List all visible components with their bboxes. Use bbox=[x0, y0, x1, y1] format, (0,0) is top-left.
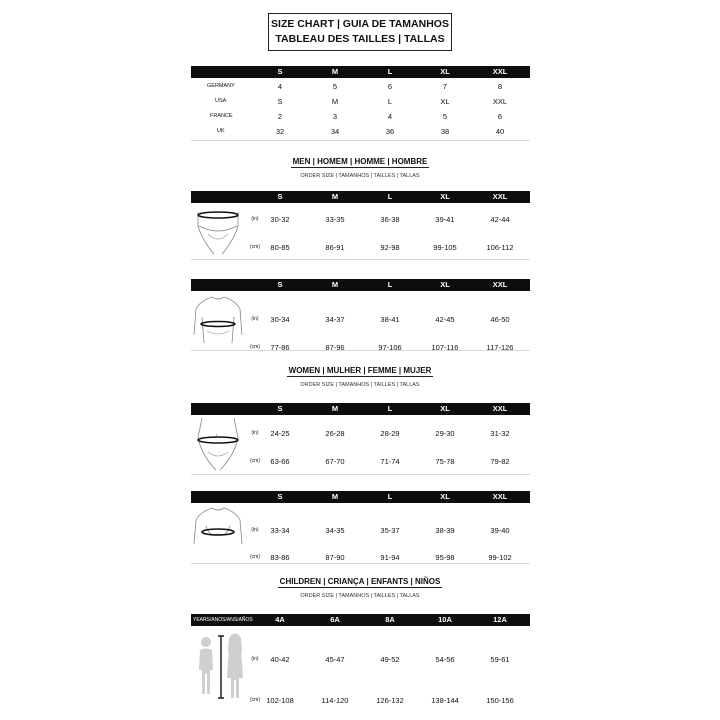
size-header: M bbox=[331, 280, 339, 289]
size-header: 6A bbox=[330, 615, 340, 624]
table-cell: 36-38 bbox=[380, 215, 400, 224]
table-cell: 34 bbox=[330, 127, 340, 136]
table-cell: 99-105 bbox=[433, 243, 457, 252]
table-cell: 5 bbox=[442, 112, 448, 121]
table-cell: 42-45 bbox=[435, 315, 455, 324]
table-cell: 6 bbox=[387, 82, 393, 91]
unit-label: (in) bbox=[251, 656, 259, 662]
size-header: 4A bbox=[275, 615, 285, 624]
table-header bbox=[191, 66, 530, 78]
country-label: FRANCE bbox=[210, 113, 233, 119]
table-cell: 126-132 bbox=[376, 696, 404, 705]
table-header bbox=[191, 191, 530, 203]
chest-measure-icon bbox=[192, 504, 244, 556]
table-cell: 46-50 bbox=[490, 315, 510, 324]
size-header: XL bbox=[440, 280, 450, 289]
size-header: XXL bbox=[492, 67, 508, 76]
divider bbox=[191, 259, 530, 260]
country-label: UK bbox=[217, 128, 225, 134]
table-row bbox=[191, 124, 530, 139]
size-header: XL bbox=[440, 67, 450, 76]
table-cell: 28-29 bbox=[380, 429, 400, 438]
women-section-title: WOMEN | MULHER | FEMME | MUJER bbox=[288, 366, 432, 375]
size-header: S bbox=[277, 404, 283, 413]
size-header: M bbox=[331, 492, 339, 501]
waist-measure-icon bbox=[192, 204, 244, 258]
size-header: S bbox=[277, 67, 283, 76]
table-row bbox=[191, 94, 530, 109]
unit-label: (cm) bbox=[250, 344, 260, 350]
men-section-title: MEN | HOMEM | HOMME | HOMBRE bbox=[292, 157, 428, 166]
divider bbox=[191, 563, 530, 564]
table-cell: 34-37 bbox=[325, 315, 345, 324]
table-cell: 91-94 bbox=[380, 553, 400, 562]
unit-label: (in) bbox=[251, 316, 259, 322]
table-row bbox=[191, 78, 530, 94]
table-cell: 87-90 bbox=[325, 553, 345, 562]
table-cell: 39-40 bbox=[490, 526, 510, 535]
table-cell: 99-102 bbox=[488, 553, 512, 562]
table-cell: 79-82 bbox=[490, 457, 510, 466]
table-cell: 138-144 bbox=[431, 696, 459, 705]
size-header: L bbox=[387, 67, 393, 76]
table-cell: 24-25 bbox=[270, 429, 290, 438]
size-header: 10A bbox=[438, 615, 452, 624]
table-cell: 42-44 bbox=[490, 215, 510, 224]
table-cell: 8 bbox=[497, 82, 503, 91]
children-height-icon bbox=[194, 630, 248, 702]
table-cell: 40 bbox=[495, 127, 505, 136]
table-header bbox=[191, 614, 530, 626]
size-header: S bbox=[277, 192, 283, 201]
order-size-note: ORDER SIZE | TAMANHOS | TAILLES | TALLAS bbox=[300, 382, 420, 388]
size-header: S bbox=[277, 492, 283, 501]
table-cell: 30-32 bbox=[270, 215, 290, 224]
size-header: XXL bbox=[492, 192, 508, 201]
size-header: XXL bbox=[492, 280, 508, 289]
size-header: XL bbox=[440, 492, 450, 501]
table-cell: M bbox=[331, 97, 339, 106]
table-cell: 106-112 bbox=[486, 243, 514, 252]
table-cell: 92-98 bbox=[380, 243, 400, 252]
size-header: XL bbox=[440, 404, 450, 413]
years-header-label: YEARS/ANOS/ANS/AÑOS bbox=[193, 617, 253, 623]
table-cell: 45-47 bbox=[325, 655, 345, 664]
table-cell: 54-56 bbox=[435, 655, 455, 664]
table-cell: L bbox=[387, 97, 393, 106]
size-header: M bbox=[331, 192, 339, 201]
table-cell: 114-120 bbox=[321, 696, 349, 705]
table-cell: 38-41 bbox=[380, 315, 400, 324]
country-label: GERMANY bbox=[207, 83, 235, 89]
unit-label: (in) bbox=[251, 430, 259, 436]
table-cell: 67-70 bbox=[325, 457, 345, 466]
table-cell: 39-41 bbox=[435, 215, 455, 224]
table-row bbox=[191, 109, 530, 124]
size-header: L bbox=[387, 280, 393, 289]
table-cell: 102-108 bbox=[266, 696, 294, 705]
table-cell: 71-74 bbox=[380, 457, 400, 466]
table-cell: 5 bbox=[332, 82, 338, 91]
unit-label: (in) bbox=[251, 527, 259, 533]
table-cell: 83-86 bbox=[270, 553, 290, 562]
table-cell: 26-28 bbox=[325, 429, 345, 438]
table-cell: 36 bbox=[385, 127, 395, 136]
table-cell: 4 bbox=[277, 82, 283, 91]
children-section-title: CHILDREN | CRIANÇA | ENFANTS | NIÑOS bbox=[279, 577, 441, 586]
size-header: 8A bbox=[385, 615, 395, 624]
size-header: L bbox=[387, 192, 393, 201]
size-header: L bbox=[387, 404, 393, 413]
table-cell: 30-34 bbox=[270, 315, 290, 324]
unit-label: (in) bbox=[251, 216, 259, 222]
title-line-2: TABLEAU DES TAILLES | TALLAS bbox=[275, 33, 445, 45]
divider bbox=[191, 140, 530, 141]
table-cell: 2 bbox=[277, 112, 283, 121]
divider bbox=[191, 474, 530, 475]
table-header bbox=[191, 491, 530, 503]
table-cell: 29-30 bbox=[435, 429, 455, 438]
table-header bbox=[191, 279, 530, 291]
table-cell: 107-116 bbox=[431, 343, 459, 352]
size-header: XXL bbox=[492, 404, 508, 413]
table-cell: 4 bbox=[387, 112, 393, 121]
size-header: XXL bbox=[492, 492, 508, 501]
table-cell: 34-35 bbox=[325, 526, 345, 535]
table-cell: 97-106 bbox=[378, 343, 402, 352]
size-header: S bbox=[277, 280, 283, 289]
table-cell: 117-126 bbox=[486, 343, 514, 352]
chest-measure-icon bbox=[192, 293, 244, 347]
table-cell: 59-61 bbox=[490, 655, 510, 664]
order-size-note: ORDER SIZE | TAMANHOS | TAILLES | TALLAS bbox=[300, 593, 420, 599]
conversion-table bbox=[191, 66, 530, 139]
size-header: 12A bbox=[493, 615, 507, 624]
table-cell: 40-42 bbox=[270, 655, 290, 664]
table-cell: 3 bbox=[332, 112, 338, 121]
unit-label: (cm) bbox=[250, 244, 260, 250]
table-cell: 87-96 bbox=[325, 343, 345, 352]
table-cell: 86-91 bbox=[325, 243, 345, 252]
table-cell: 49-52 bbox=[380, 655, 400, 664]
table-cell: 38-39 bbox=[435, 526, 455, 535]
size-header: XL bbox=[440, 192, 450, 201]
unit-label: (cm) bbox=[250, 697, 260, 703]
size-header: M bbox=[331, 404, 339, 413]
table-cell: 6 bbox=[497, 112, 503, 121]
table-cell: 95-98 bbox=[435, 553, 455, 562]
order-size-note: ORDER SIZE | TAMANHOS | TAILLES | TALLAS bbox=[300, 173, 420, 179]
table-cell: 7 bbox=[442, 82, 448, 91]
table-cell: 63-66 bbox=[270, 457, 290, 466]
table-cell: 75-78 bbox=[435, 457, 455, 466]
size-header: M bbox=[331, 67, 339, 76]
title-line-1: SIZE CHART | GUIA DE TAMANHOS bbox=[271, 18, 449, 30]
unit-label: (cm) bbox=[250, 554, 260, 560]
table-cell: 35-37 bbox=[380, 526, 400, 535]
unit-label: (cm) bbox=[250, 458, 260, 464]
waist-measure-icon bbox=[192, 416, 244, 472]
size-chart-title bbox=[268, 13, 452, 51]
table-cell: 77-86 bbox=[270, 343, 290, 352]
table-cell: XXL bbox=[492, 97, 508, 106]
table-header bbox=[191, 403, 530, 415]
table-cell: 150-156 bbox=[486, 696, 514, 705]
country-label: USA bbox=[215, 98, 227, 104]
table-cell: S bbox=[277, 97, 283, 106]
size-header: L bbox=[387, 492, 393, 501]
table-cell: 32 bbox=[275, 127, 285, 136]
table-cell: XL bbox=[440, 97, 450, 106]
table-cell: 31-32 bbox=[490, 429, 510, 438]
table-cell: 80-85 bbox=[270, 243, 290, 252]
table-cell: 33-34 bbox=[270, 526, 290, 535]
table-cell: 33-35 bbox=[325, 215, 345, 224]
table-cell: 38 bbox=[440, 127, 450, 136]
divider bbox=[191, 350, 530, 351]
